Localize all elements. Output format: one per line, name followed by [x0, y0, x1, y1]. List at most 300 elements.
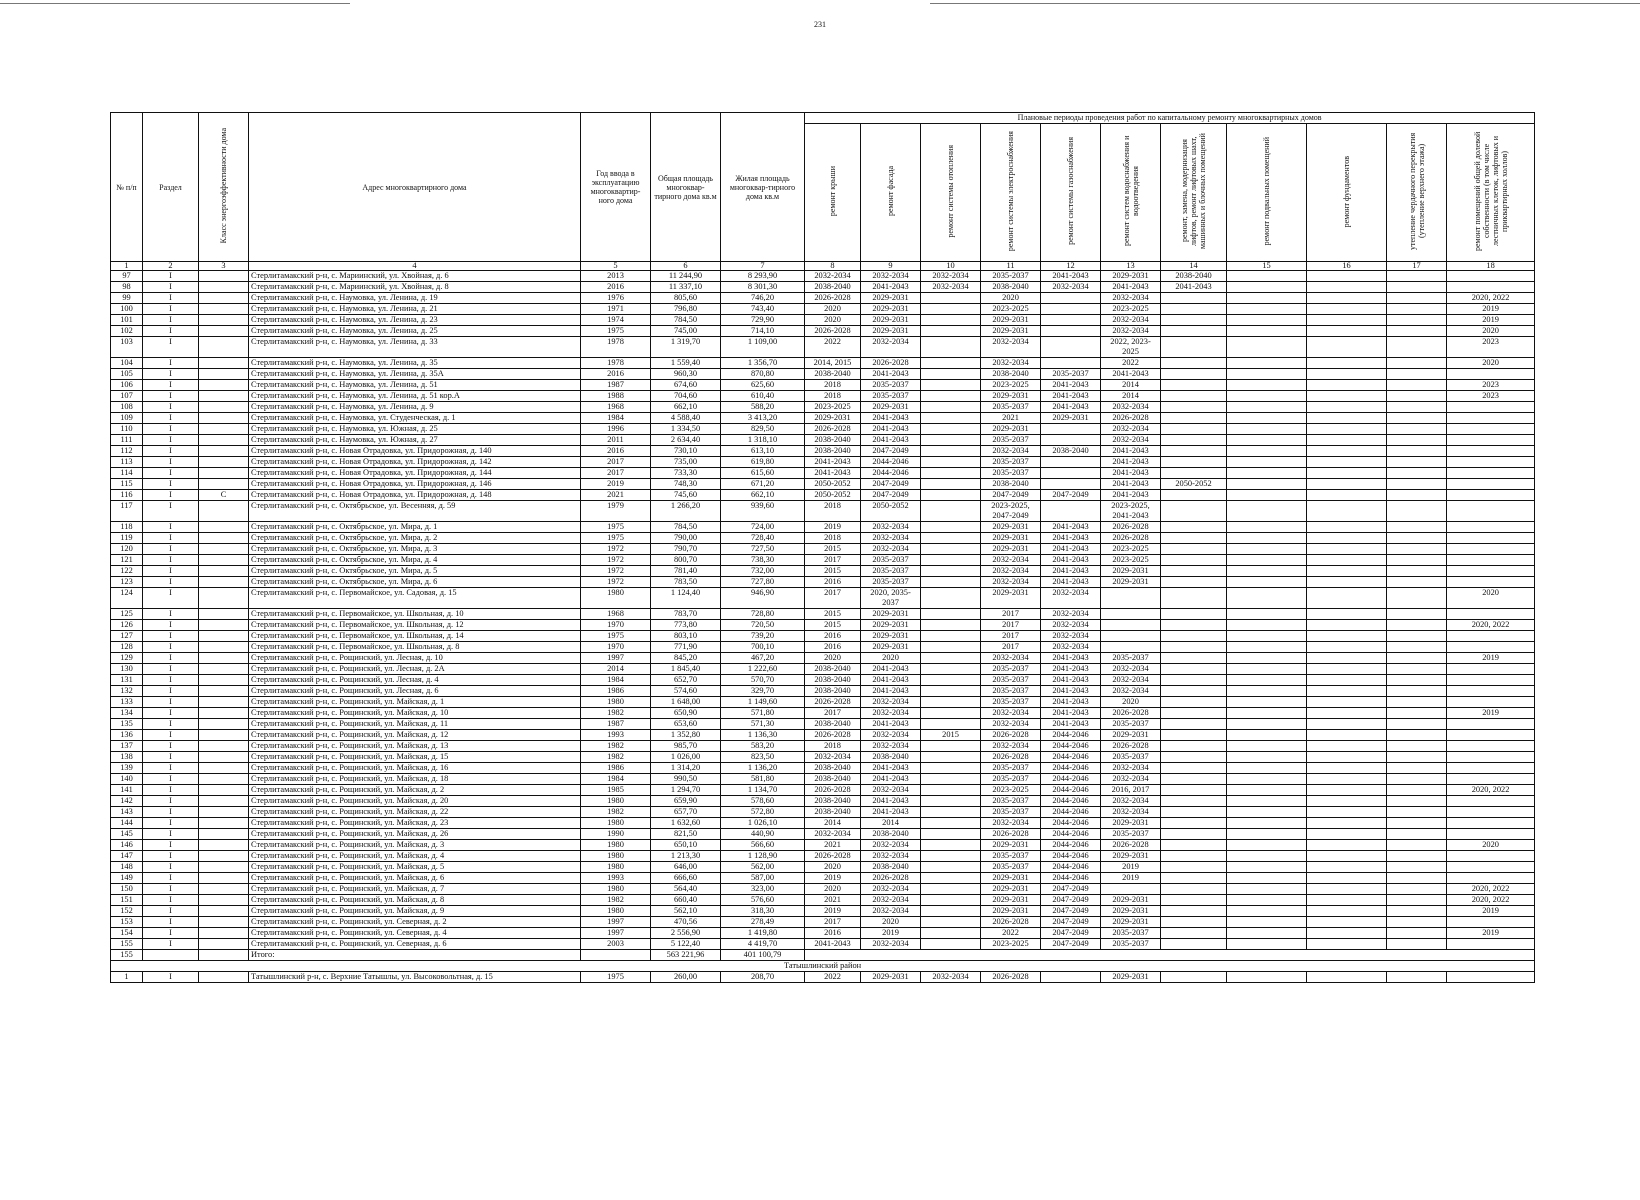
table-row	[111, 719, 1535, 730]
table-cell	[1161, 928, 1227, 939]
table-cell: 773,80	[651, 620, 721, 631]
table-cell	[1161, 939, 1227, 950]
table-cell: 562,00	[721, 862, 805, 873]
table-cell	[921, 719, 981, 730]
table-cell: 2050-2052	[861, 501, 921, 522]
table-cell	[1447, 862, 1535, 873]
table-cell	[921, 522, 981, 533]
table-cell	[1307, 675, 1387, 686]
table-cell: 619,80	[721, 457, 805, 468]
table-cell: 2014, 2015	[805, 358, 861, 369]
table-cell: 2026-2028	[805, 293, 861, 304]
table-cell: 566,60	[721, 840, 805, 851]
table-cell: 1980	[581, 851, 651, 862]
table-cell	[1227, 851, 1307, 862]
table-cell: 2026-2028	[981, 917, 1041, 928]
table-cell	[1307, 468, 1387, 479]
table-cell	[199, 446, 249, 457]
table-cell	[199, 501, 249, 522]
table-cell: 2035-2037	[1101, 653, 1161, 664]
table-cell: 2019	[1447, 906, 1535, 917]
table-cell	[199, 555, 249, 566]
table-cell: 2029-2031	[981, 884, 1041, 895]
table-cell	[1161, 609, 1227, 620]
table-cell: 2035-2037	[981, 675, 1041, 686]
table-row	[111, 653, 1535, 664]
table-cell	[1387, 719, 1447, 730]
table-cell: 146	[111, 840, 143, 851]
table-cell	[1387, 697, 1447, 708]
table-cell	[1387, 566, 1447, 577]
table-cell: 2017	[981, 609, 1041, 620]
table-cell	[1161, 490, 1227, 501]
table-cell	[1041, 337, 1101, 358]
table-cell: 2021	[805, 895, 861, 906]
header-work-9: ремонт фасада	[861, 123, 921, 261]
table-cell	[199, 282, 249, 293]
table-row	[111, 555, 1535, 566]
table-cell: 117	[111, 501, 143, 522]
table-cell: 2035-2037	[981, 796, 1041, 807]
table-cell: I	[143, 763, 199, 774]
table-cell: 2038-2040	[981, 479, 1041, 490]
table-cell	[1161, 446, 1227, 457]
table-cell	[1387, 620, 1447, 631]
table-cell: 2032-2034	[861, 708, 921, 719]
table-row	[111, 840, 1535, 851]
table-row	[111, 435, 1535, 446]
table-cell	[1387, 631, 1447, 642]
table-cell	[1307, 807, 1387, 818]
table-cell	[921, 675, 981, 686]
table-cell	[199, 380, 249, 391]
table-cell: 2041-2043	[1101, 369, 1161, 380]
table-cell: 2044-2046	[861, 468, 921, 479]
table-cell: 2020, 2022	[1447, 785, 1535, 796]
table-cell	[1161, 763, 1227, 774]
table-cell: I	[143, 708, 199, 719]
table-cell: I	[143, 719, 199, 730]
table-cell: 2029-2031	[861, 402, 921, 413]
address-cell: Стерлитамакский р-н, с. Мариинский, ул. Хвойная, д. 8	[249, 282, 581, 293]
table-cell: 318,30	[721, 906, 805, 917]
table-cell	[199, 697, 249, 708]
table-cell: 2020	[805, 862, 861, 873]
table-cell: 2029-2031	[1101, 271, 1161, 282]
table-cell	[1227, 631, 1307, 642]
table-cell	[921, 435, 981, 446]
table-cell: 1988	[581, 391, 651, 402]
table-cell: 112	[111, 446, 143, 457]
table-cell	[199, 873, 249, 884]
table-cell	[1227, 818, 1307, 829]
table-cell	[1307, 446, 1387, 457]
table-cell: 2023-2025	[981, 380, 1041, 391]
table-cell	[1307, 840, 1387, 851]
table-cell: 1975	[581, 522, 651, 533]
table-cell: 2032-2034	[1041, 588, 1101, 609]
table-cell: 1976	[581, 293, 651, 304]
table-cell: 2019	[1447, 315, 1535, 326]
total-row	[111, 950, 1535, 961]
table-cell: 2032-2034	[861, 939, 921, 950]
table-cell	[1307, 402, 1387, 413]
table-cell: 2032-2034	[1101, 796, 1161, 807]
table-cell	[921, 413, 981, 424]
table-cell	[1447, 479, 1535, 490]
table-cell: 610,40	[721, 391, 805, 402]
table-cell: 1 314,20	[651, 763, 721, 774]
table-cell: 2032-2034	[1101, 435, 1161, 446]
table-cell: 2041-2043	[1041, 391, 1101, 402]
table-cell	[199, 664, 249, 675]
table-cell	[1161, 577, 1227, 588]
table-cell: 2020	[805, 653, 861, 664]
column-number: 7	[721, 262, 805, 271]
table-cell: I	[143, 271, 199, 282]
table-cell: 2026-2028	[805, 326, 861, 337]
table-cell	[1161, 315, 1227, 326]
table-cell: 2032-2034	[1041, 609, 1101, 620]
empty	[581, 950, 651, 961]
table-cell: I	[143, 807, 199, 818]
table-cell: 571,80	[721, 708, 805, 719]
table-cell	[1101, 609, 1161, 620]
header-year: Год ввода в эксплуатацию многоквартир-ного дома	[581, 113, 651, 262]
table-cell: 2021	[981, 413, 1041, 424]
table-cell: 2026-2028	[805, 730, 861, 741]
table-cell: 845,20	[651, 653, 721, 664]
table-cell	[1161, 555, 1227, 566]
table-cell	[921, 917, 981, 928]
table-cell: 574,60	[651, 686, 721, 697]
table-cell	[1041, 304, 1101, 315]
table-cell: 666,60	[651, 873, 721, 884]
table-cell	[1161, 620, 1227, 631]
table-cell: 1 356,70	[721, 358, 805, 369]
table-cell	[1387, 304, 1447, 315]
table-cell	[1387, 653, 1447, 664]
table-cell: 1982	[581, 708, 651, 719]
table-cell	[1161, 326, 1227, 337]
table-cell	[1387, 555, 1447, 566]
table-cell: 2035-2037	[981, 697, 1041, 708]
table-cell	[1447, 939, 1535, 950]
table-cell	[1387, 675, 1447, 686]
table-cell	[1161, 719, 1227, 730]
table-cell	[1387, 446, 1447, 457]
table-cell: 2041-2043	[1101, 468, 1161, 479]
table-cell	[1161, 664, 1227, 675]
table-cell	[1101, 884, 1161, 895]
table-cell	[1387, 642, 1447, 653]
table-cell	[1307, 501, 1387, 522]
table-cell	[1227, 402, 1307, 413]
table-row	[111, 358, 1535, 369]
table-cell	[1161, 796, 1227, 807]
table-cell: 2019	[1447, 653, 1535, 664]
table-cell	[1227, 807, 1307, 818]
table-cell: 2032-2034	[921, 972, 981, 983]
table-cell	[199, 544, 249, 555]
table-cell: 2026-2028	[805, 851, 861, 862]
table-cell: 148	[111, 862, 143, 873]
table-cell	[199, 457, 249, 468]
table-cell: 2047-2049	[861, 446, 921, 457]
table-cell: 2019	[805, 522, 861, 533]
address-cell: Стерлитамакский р-н, с. Рощинский, ул. Майская, д. 3	[249, 840, 581, 851]
table-cell: 2035-2037	[1041, 369, 1101, 380]
table-cell: 99	[111, 293, 143, 304]
header-living-area: Жилая площадь многоквар-тирного дома кв.м	[721, 113, 805, 262]
table-cell: 8 301,30	[721, 282, 805, 293]
table-cell	[199, 708, 249, 719]
table-cell: 735,00	[651, 457, 721, 468]
table-cell	[1387, 884, 1447, 895]
address-cell: Стерлитамакский р-н, с. Октябрьское, ул. Мира, д. 2	[249, 533, 581, 544]
table-cell: 2017	[805, 917, 861, 928]
table-cell	[1041, 315, 1101, 326]
address-cell: Стерлитамакский р-н, с. Первомайское, ул. Школьная, д. 8	[249, 642, 581, 653]
table-cell	[1387, 369, 1447, 380]
table-cell	[921, 620, 981, 631]
table-row	[111, 457, 1535, 468]
table-cell: I	[143, 533, 199, 544]
table-cell	[1161, 468, 1227, 479]
table-cell	[1161, 653, 1227, 664]
table-cell: 1 136,20	[721, 763, 805, 774]
table-cell	[1387, 282, 1447, 293]
table-cell: 2032-2034	[1101, 424, 1161, 435]
table-cell	[1447, 763, 1535, 774]
table-cell: 2038-2040	[805, 807, 861, 818]
table-cell: 2032-2034	[861, 895, 921, 906]
table-cell: 650,10	[651, 840, 721, 851]
empty	[199, 950, 249, 961]
table-cell: 142	[111, 796, 143, 807]
table-cell: 2041-2043	[861, 369, 921, 380]
table-cell: 1 128,90	[721, 851, 805, 862]
table-cell: 154	[111, 928, 143, 939]
table-cell: 329,70	[721, 686, 805, 697]
table-cell: 2041-2043	[861, 424, 921, 435]
table-cell: 2016	[581, 282, 651, 293]
table-cell	[199, 620, 249, 631]
table-cell	[921, 664, 981, 675]
table-cell	[199, 304, 249, 315]
table-cell	[1447, 555, 1535, 566]
table-cell: 571,30	[721, 719, 805, 730]
table-cell	[1161, 533, 1227, 544]
table-cell	[1227, 862, 1307, 873]
table-cell: 2018	[805, 741, 861, 752]
table-cell	[199, 326, 249, 337]
table-cell: 946,90	[721, 588, 805, 609]
table-cell: I	[143, 741, 199, 752]
table-cell: 1 136,30	[721, 730, 805, 741]
table-cell	[1387, 873, 1447, 884]
table-cell: I	[143, 577, 199, 588]
table-cell: 126	[111, 620, 143, 631]
table-cell: I	[143, 664, 199, 675]
table-cell: 144	[111, 818, 143, 829]
address-cell: Стерлитамакский р-н, с. Рощинский, ул. Лесная, д. 10	[249, 653, 581, 664]
table-cell	[1161, 730, 1227, 741]
table-cell: 2023	[1447, 337, 1535, 358]
table-cell: 2035-2037	[981, 457, 1041, 468]
table-cell: 1971	[581, 304, 651, 315]
table-cell: 2035-2037	[981, 851, 1041, 862]
table-row	[111, 884, 1535, 895]
table-cell: I	[143, 609, 199, 620]
table-cell	[1307, 358, 1387, 369]
table-cell: 2032-2034	[1041, 282, 1101, 293]
table-cell: 746,20	[721, 293, 805, 304]
column-number: 3	[199, 262, 249, 271]
table-cell: 2029-2031	[805, 413, 861, 424]
table-cell: 1972	[581, 577, 651, 588]
column-number: 17	[1387, 262, 1447, 271]
table-cell	[1161, 785, 1227, 796]
table-cell	[921, 697, 981, 708]
table-cell: I	[143, 380, 199, 391]
table-cell	[1447, 490, 1535, 501]
table-cell	[1227, 304, 1307, 315]
address-cell: Стерлитамакский р-н, с. Наумовка, ул. Ленина, д. 35	[249, 358, 581, 369]
table-cell: 1 559,40	[651, 358, 721, 369]
table-cell	[1161, 862, 1227, 873]
table-cell: 2026-2028	[981, 829, 1041, 840]
column-number: 10	[921, 262, 981, 271]
table-cell	[1307, 533, 1387, 544]
table-cell	[1161, 457, 1227, 468]
table-cell: 1982	[581, 807, 651, 818]
table-cell: 771,90	[651, 642, 721, 653]
header-work-18: ремонт помещений общей долевой собственности (в том числе лестничных клеток, лифтовых и приквартирных холлов)	[1447, 123, 1535, 261]
table-cell	[1227, 664, 1307, 675]
table-cell	[1227, 675, 1307, 686]
address-cell: Стерлитамакский р-н, с. Рощинский, ул. Майская, д. 9	[249, 906, 581, 917]
table-cell	[1101, 642, 1161, 653]
table-cell	[1041, 479, 1101, 490]
table-cell: 2035-2037	[861, 391, 921, 402]
table-cell: 102	[111, 326, 143, 337]
table-cell	[199, 631, 249, 642]
table-cell: 1975	[581, 326, 651, 337]
table-cell	[199, 369, 249, 380]
table-cell	[1161, 304, 1227, 315]
header-no: № п/п	[111, 113, 143, 262]
table-cell	[1447, 544, 1535, 555]
table-cell	[1227, 708, 1307, 719]
table-cell	[921, 653, 981, 664]
table-cell	[1387, 818, 1447, 829]
table-cell	[1447, 851, 1535, 862]
table-cell: 2020, 2022	[1447, 620, 1535, 631]
table-cell	[1161, 906, 1227, 917]
table-cell	[1447, 631, 1535, 642]
table-row	[111, 642, 1535, 653]
table-cell	[1227, 895, 1307, 906]
address-cell: Стерлитамакский р-н, с. Первомайское, ул. Школьная, д. 10	[249, 609, 581, 620]
table-cell: 1997	[581, 653, 651, 664]
table-cell	[1161, 708, 1227, 719]
table-row	[111, 293, 1535, 304]
table-cell	[1227, 577, 1307, 588]
table-cell: 743,40	[721, 304, 805, 315]
table-cell: 2015	[805, 544, 861, 555]
table-cell	[1447, 271, 1535, 282]
table-cell	[921, 479, 981, 490]
table-cell: 2022	[805, 337, 861, 358]
table-cell: 2026-2028	[861, 358, 921, 369]
table-cell: 1985	[581, 785, 651, 796]
table-cell: 2032-2034	[1101, 326, 1161, 337]
table-cell	[1227, 686, 1307, 697]
table-cell: 2032-2034	[981, 741, 1041, 752]
table-cell: 821,50	[651, 829, 721, 840]
table-cell: 2022	[1101, 358, 1161, 369]
table-cell: I	[143, 752, 199, 763]
table-cell	[1307, 697, 1387, 708]
header-work-12: ремонт системы газоснабжения	[1041, 123, 1101, 261]
table-cell	[1447, 829, 1535, 840]
table-cell: I	[143, 675, 199, 686]
table-cell	[1227, 939, 1307, 950]
table-cell	[1161, 566, 1227, 577]
table-cell: 2032-2034	[1101, 686, 1161, 697]
table-cell: I	[143, 895, 199, 906]
table-cell: 2035-2037	[981, 807, 1041, 818]
table-cell: 2032-2034	[981, 577, 1041, 588]
table-row	[111, 774, 1535, 785]
table-cell	[1307, 818, 1387, 829]
table-cell: 151	[111, 895, 143, 906]
table-cell	[1307, 906, 1387, 917]
table-cell	[1161, 413, 1227, 424]
address-cell: Стерлитамакский р-н, с. Наумовка, ул. Ленина, д. 35А	[249, 369, 581, 380]
table-cell: 124	[111, 588, 143, 609]
table-cell	[921, 807, 981, 818]
table-cell: 1978	[581, 358, 651, 369]
table-cell: 1987	[581, 380, 651, 391]
table-cell: 2032-2034	[981, 358, 1041, 369]
table-cell: 1 266,20	[651, 501, 721, 522]
table-cell: 562,10	[651, 906, 721, 917]
table-cell: 2032-2034	[981, 337, 1041, 358]
table-cell	[1227, 282, 1307, 293]
table-cell: 2026-2028	[1101, 840, 1161, 851]
table-cell	[1307, 413, 1387, 424]
table-row	[111, 490, 1535, 501]
table-cell: 1987	[581, 719, 651, 730]
table-cell: 2035-2037	[1101, 829, 1161, 840]
table-cell: 1975	[581, 631, 651, 642]
table-cell: I	[143, 293, 199, 304]
address-cell: Стерлитамакский р-н, с. Первомайское, ул. Школьная, д. 12	[249, 620, 581, 631]
table-cell	[921, 642, 981, 653]
table-cell: 2019	[1447, 304, 1535, 315]
table-cell	[199, 424, 249, 435]
table-cell: 2029-2031	[981, 326, 1041, 337]
table-cell	[1447, 457, 1535, 468]
table-cell: 2029-2031	[861, 631, 921, 642]
table-cell: 1986	[581, 763, 651, 774]
table-cell: 2047-2049	[1041, 884, 1101, 895]
table-cell: 4 419,70	[721, 939, 805, 950]
table-cell	[1227, 697, 1307, 708]
table-cell: 2019	[805, 873, 861, 884]
